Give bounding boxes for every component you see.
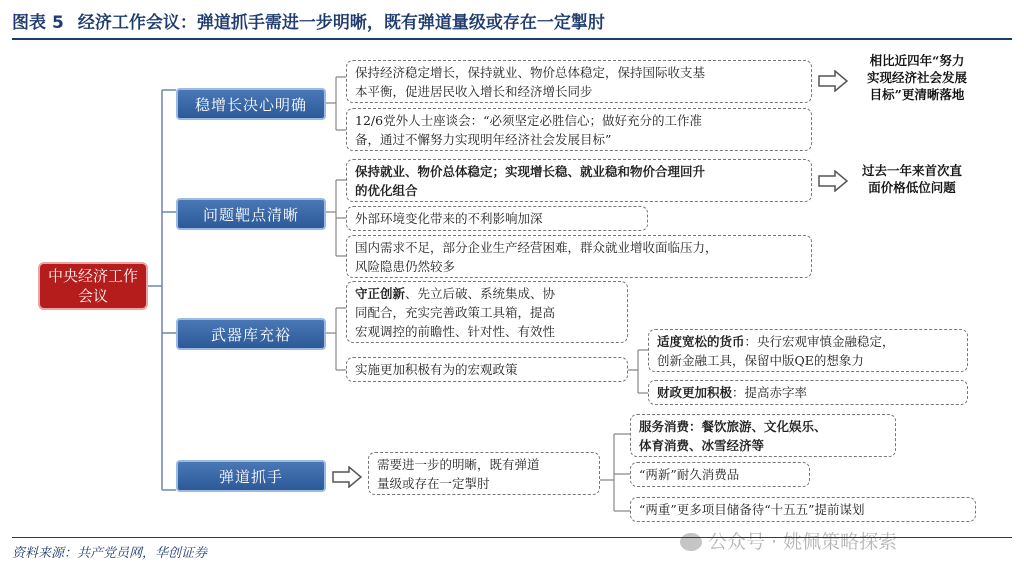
- item-line: 量级或存在一定掣肘: [377, 476, 490, 491]
- list-item: [346, 159, 812, 202]
- watermark-text: 公众号 · 姚佩策略探索: [708, 531, 898, 553]
- item-line: 的优化组合: [355, 183, 418, 198]
- callout-stabilize-growth: [852, 52, 982, 103]
- callout-line: 实现经济社会发展: [866, 70, 967, 85]
- item-line: 需要进一步的明晰，既有弹道: [377, 457, 540, 472]
- callout-line: 过去一年来首次直: [861, 163, 962, 178]
- item-line: “两重”更多项目储备待“十五五”提前谋划: [639, 502, 865, 517]
- category-ample-toolbox: 武器库充裕: [176, 318, 326, 350]
- list-item: [346, 281, 628, 343]
- callout-line: 相比近四年“努力: [869, 53, 965, 68]
- item-bold: 适度宽松的货币: [657, 334, 745, 349]
- sub-item: [648, 329, 968, 372]
- item-line: 创新金融工具，保留中版QE的想象力: [657, 353, 864, 368]
- item-text: 、先立后破、系统集成、协: [405, 286, 556, 301]
- sub-item: [648, 380, 968, 405]
- list-item: [346, 357, 628, 382]
- sub-item: [630, 497, 976, 522]
- item-line: 外部环境变化带来的不利影响加深: [355, 211, 543, 226]
- item-line: 服务消费：餐饮旅游、文化娱乐、: [639, 419, 827, 434]
- category-clear-targets: 问题靶点清晰: [176, 198, 326, 230]
- list-item: [346, 108, 812, 151]
- item-line: 保持经济稳定增长，保持就业、物价总体稳定，保持国际收支基: [355, 65, 706, 80]
- item-line: “两新”耐久消费品: [639, 467, 740, 482]
- callout-clear-targets: [852, 162, 972, 196]
- item-line: [657, 383, 959, 402]
- source-note: 资料来源：共产党员网，华创证券: [12, 537, 1012, 561]
- figure-number: 5: [52, 13, 64, 33]
- right-arrow-icon: [332, 466, 362, 488]
- sub-item: [630, 462, 810, 487]
- sub-item: [630, 414, 896, 457]
- item-text: ：提高赤字率: [732, 385, 808, 400]
- root-node: 中央经济工作会议: [38, 262, 148, 310]
- item-line: 12/6党外人士座谈会：“必须坚定必胜信心；做好充分的工作准: [355, 113, 702, 128]
- callout-line: 目标”更清晰落地: [869, 87, 965, 102]
- item-text: ：央行宏观审慎金融稳定，: [744, 334, 895, 349]
- item-bold: 守正创新: [355, 286, 406, 301]
- item-line: 备，通过不懈努力实现明年经济社会发展目标”: [355, 132, 612, 147]
- item-line: 本平衡，促进居民收入增长和经济增长同步: [355, 84, 593, 99]
- category-policy-levers: 弹道抓手: [176, 460, 326, 492]
- item-line: [657, 332, 959, 351]
- item-line: 实施更加积极有为的宏观政策: [355, 362, 518, 377]
- callout-line: 面价格低位问题: [868, 180, 956, 195]
- category-stabilize-growth: 稳增长决心明确: [176, 88, 326, 120]
- item-line: 国内需求不足，部分企业生产经营困难，群众就业增收面临压力，: [355, 240, 718, 255]
- item-line: [355, 284, 619, 303]
- list-item: [368, 452, 600, 495]
- item-line: 保持就业、物价总体稳定；实现增长稳、就业稳和物价合理回升: [355, 164, 706, 179]
- item-line: 宏观调控的前瞻性、针对性、有效性: [355, 324, 556, 339]
- list-item: [346, 60, 812, 103]
- right-arrow-icon: [818, 70, 848, 92]
- item-line: 同配合，充实完善政策工具箱，提高: [355, 305, 556, 320]
- figure-label: 图表: [12, 13, 46, 33]
- item-bold: 财政更加积极: [657, 385, 733, 400]
- item-line: 风险隐患仍然较多: [355, 259, 456, 274]
- figure-title-text: 经济工作会议：弹道抓手需进一步明晰，既有弹道量级或存在一定掣肘: [77, 13, 605, 33]
- list-item: [346, 235, 812, 278]
- list-item: [346, 206, 648, 231]
- right-arrow-icon: [818, 170, 848, 192]
- item-line: 体育消费、冰雪经济等: [639, 438, 765, 453]
